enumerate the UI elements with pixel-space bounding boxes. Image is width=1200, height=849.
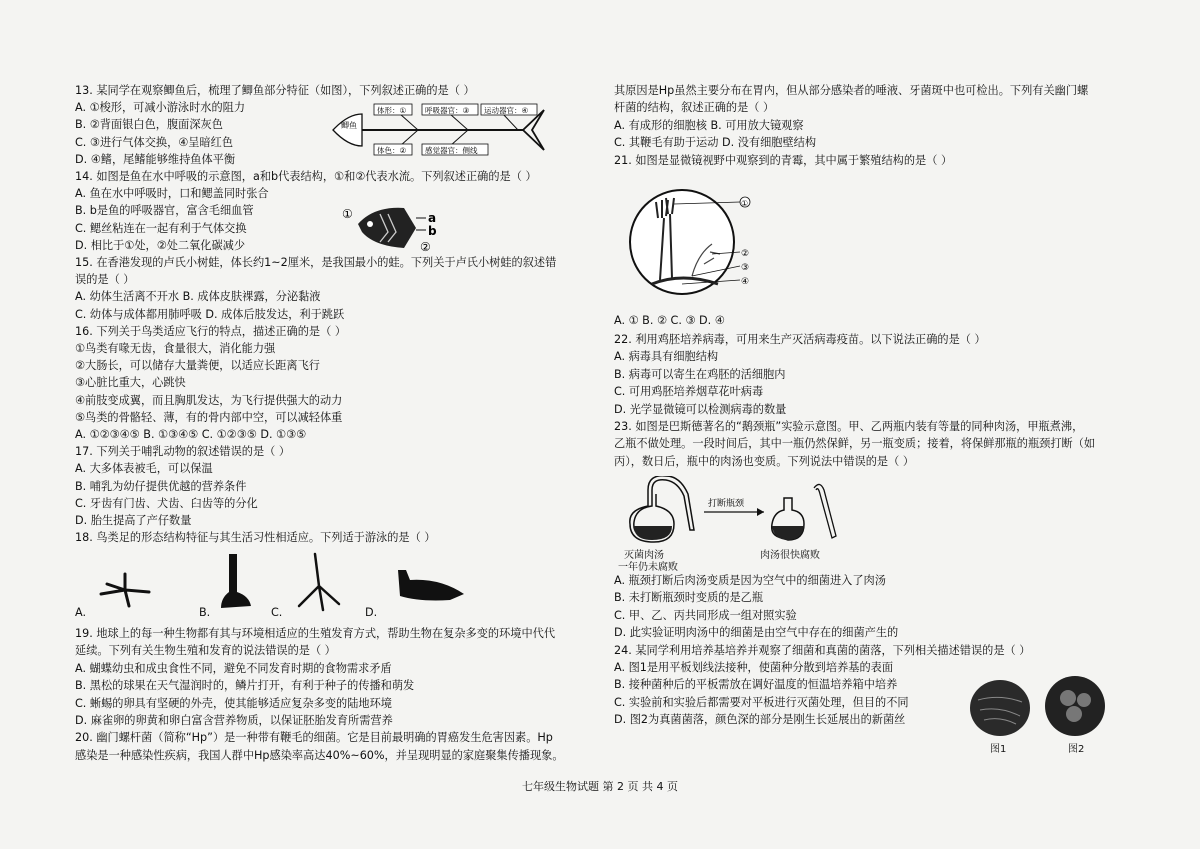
text-line: A. 图1是用平板划线法接种，使菌种分散到培养基的表面 (614, 661, 894, 674)
petri-plate-figure (970, 676, 1130, 756)
page-footer: 七年级生物试题 第 2 页 共 4 页 (522, 780, 678, 793)
q21-options: A. ① B. ② C. ③ D. ④ (614, 314, 725, 327)
text-line: C. 蜥蜴的卵具有坚硬的外壳，使其能够适应复杂多变的陆地环境 (75, 696, 392, 710)
bird-foot-a-image (95, 570, 155, 610)
penicillium-diagram (622, 184, 772, 302)
text-line: 13. 某同学在观察鲫鱼后，梳理了鲫鱼部分特征（如图），下列叙述正确的是（ ） (75, 84, 475, 97)
flask-arrow-label: 打断瓶颈 (708, 499, 745, 509)
text-line: ③心脏比重大，心跳快 (75, 376, 186, 390)
text-line: A. 鱼在水中呼吸时，口和鳃盖同时张合 (75, 187, 269, 201)
text-line: C. 可用鸡胚培养烟草花叶病毒 (614, 385, 764, 399)
text-line: ②大肠长，可以储存大量粪便，以适应长距离飞行 (75, 359, 320, 373)
fish-body-label: 鲫鱼 (341, 121, 357, 130)
text-line: C. 实验前和实验后都需要对平板进行灭菌处理，但目的不同 (614, 695, 909, 709)
gill-label-b: b (428, 224, 437, 238)
bird-feet-figure (75, 550, 595, 620)
fish-box-shape: 体形：① (377, 106, 407, 115)
plate-caption-1: 图1 (990, 744, 1007, 755)
text-line: C. 甲、乙、丙共同形成一组对照实验 (614, 608, 797, 622)
flask-caption-1a: 灭菌肉汤 (624, 550, 664, 561)
text-line: ④前肢变成翼，而且胸肌发达，为飞行提供强大的动力 (75, 393, 343, 407)
text-line: A. 有成形的细胞核 B. 可用放大镜观察 (614, 118, 804, 132)
text-line: D. 光学显微镜可以检测病毒的数量 (614, 402, 787, 416)
text-line: C. ③进行气体交换，④呈暗红色 (75, 135, 234, 149)
q18-option-b: B. (199, 606, 211, 619)
q18-option-a: A. (75, 606, 87, 619)
text-line: 16. 下列关于鸟类适应飞行的特点，描述正确的是（ ） (75, 324, 347, 338)
penicillium-label-3: ③ (741, 263, 750, 273)
text-line: 24. 某同学利用培养基培养并观察了细菌和真菌的菌落，下列相关描述错误的是（ ） (614, 643, 1031, 657)
text-line: 23. 如图是巴斯德著名的“鹅颈瓶”实验示意图。甲、乙两瓶内装有等量的同种肉汤，甲瓶煮沸， (614, 420, 1084, 433)
text-line: 乙瓶不做处理。一段时间后，其中一瓶仍然保鲜，另一瓶变质；接着，将保鲜那瓶的瓶颈打断（如 (614, 437, 1096, 451)
bird-foot-d-image (390, 566, 470, 606)
gill-label-1: ① (342, 207, 353, 221)
text-line: 延续。下列有关生物生殖和发育的说法错误的是（ ） (75, 644, 336, 658)
bird-foot-c-image (293, 552, 343, 612)
plate-caption-2: 图2 (1068, 744, 1085, 755)
fish-gill-diagram (340, 202, 450, 254)
text-line: 感染是一种感染性疾病，我国人群中Hp感染率高达40%~60%，并呈现明显的家庭聚集传播现象。 (75, 748, 564, 762)
text-line: B. 未打断瓶颈时变质的是乙瓶 (614, 591, 764, 605)
penicillium-label-4: ④ (741, 277, 750, 287)
petri-plates-drawing (970, 676, 1130, 738)
text-line: 误的是（ ） (75, 273, 135, 287)
fish-box-color: 体色：② (377, 146, 407, 155)
text-line: D. 此实验证明肉汤中的细菌是由空气中存在的细菌产生的 (614, 626, 899, 640)
text-line: A. ①②③④⑤ B. ①③④⑤ C. ①②③⑤ D. ①③⑤ (75, 428, 307, 441)
text-line: ⑤鸟类的骨骼轻、薄，有的骨内部中空，可以减轻体重 (75, 410, 343, 424)
text-line: 19. 地球上的每一种生物都有其与环境相适应的生殖发育方式，帮助生物在复杂多变的环境中代代 (75, 627, 556, 640)
text-line: B. ②背面银白色，腹面深灰色 (75, 118, 223, 132)
q18-option-c: C. (271, 606, 283, 619)
text-line: D. 相比于①处，②处二氧化碳减少 (75, 238, 246, 252)
text-line: 15. 在香港发现的卢氏小树蛙，体长约1~2厘米，是我国最小的蛙。下列关于卢氏小树蛙的叙述错 (75, 256, 557, 269)
text-line: A. 大多体表被毛，可以保温 (75, 462, 213, 476)
text-line: D. 图2为真菌菌落，颜色深的部分是刚生长延展出的新菌丝 (614, 713, 906, 727)
text-line: A. 幼体生活离不开水 B. 成体皮肤裸露，分泌黏液 (75, 290, 321, 304)
text-line: A. 蝴蝶幼虫和成虫食性不同，避免不同发育时期的食物需求矛盾 (75, 661, 392, 675)
text-line: C. 牙齿有门齿、犬齿、臼齿等的分化 (75, 496, 258, 510)
text-line: C. 鳃丝粘连在一起有利于气体交换 (75, 221, 247, 235)
text-line: B. 黑松的球果在天气湿润时的，鳞片打开，有利于种子的传播和萌发 (75, 679, 415, 693)
text-line: 22. 利用鸡胚培养病毒，可用来生产灭活病毒疫苗。以下说法正确的是（ ） (614, 333, 986, 346)
text-line: ①鸟类有喙无齿，食量很大，消化能力强 (75, 342, 276, 355)
text-line: C. 幼体与成体都用肺呼吸 D. 成体后肢发达，利于跳跃 (75, 307, 345, 321)
text-line: C. 其鞭毛有助于运动 D. 没有细胞壁结构 (614, 136, 817, 150)
fish-box-motion: 运动器官：④ (484, 106, 529, 115)
text-line: D. 麻雀卵的卵黄和卵白富含营养物质，以保证胚胎发育所需营养 (75, 714, 393, 727)
text-line: B. 哺乳为幼仔提供优越的营养条件 (75, 479, 247, 493)
gill-label-2: ② (420, 240, 431, 254)
text-line: 20. 幽门螺杆菌（简称“Hp”）是一种带有鞭毛的细菌。它是目前最明确的胃癌发生危害因素。Hp (75, 731, 553, 745)
text-line: 其原因是Hp虽然主要分布在胃内，但从部分感染者的唾液、牙菌斑中也可检出。下列有关幽门螺 (614, 84, 1089, 97)
penicillium-label-1: ① (741, 199, 749, 208)
swan-neck-flask-figure (618, 476, 884, 573)
text-line: A. ①梭形，可减小游泳时水的阻力 (75, 101, 246, 115)
text-line: B. b是鱼的呼吸器官，富含毛细血管 (75, 204, 254, 218)
text-line: B. 病毒可以寄生在鸡胚的活细胞内 (614, 367, 786, 381)
text-line: A. 瓶颈打断后肉汤变质是因为空气中的细菌进入了肉汤 (614, 574, 886, 587)
fish-feature-diagram (318, 100, 548, 160)
q18-option-d: D. (365, 606, 378, 619)
text-line: 17. 下列关于哺乳动物的叙述错误的是（ ） (75, 445, 291, 459)
text-line: A. 病毒具有细胞结构 (614, 350, 719, 364)
flask-caption-2: 肉汤很快腐败 (760, 550, 820, 561)
fish-box-sense: 感觉器官：侧线 (425, 146, 478, 155)
penicillium-label-2: ② (741, 249, 750, 259)
text-line: 18. 鸟类足的形态结构特征与其生活习性相适应。下列适于游泳的是（ ） (75, 531, 436, 545)
text-line: 21. 如图是显微镜视野中观察到的青霉，其中属于繁殖结构的是（ ） (614, 153, 953, 167)
text-line: 14. 如图是鱼在水中呼吸的示意图，a和b代表结构，①和②代表水流。下列叙述正确的是（ ） (75, 170, 537, 183)
text-line: 丙），数日后，瓶中的肉汤也变质。下列说法中错误的是（ ） (614, 454, 915, 468)
text-line: D. 胎生提高了产仔数量 (75, 514, 192, 527)
bird-foot-b-image (215, 552, 255, 612)
text-line: 杆菌的结构，叙述正确的是（ ） (614, 101, 775, 115)
gill-label-a: a (428, 211, 437, 225)
text-line: B. 接种菌种后的平板需放在调好温度的恒温培养箱中培养 (614, 678, 898, 692)
text-line: D. ④鳍，尾鳍能够维持鱼体平衡 (75, 152, 236, 166)
flask-drawing (624, 476, 884, 546)
fish-box-breath: 呼吸器官：③ (425, 106, 470, 115)
flask-caption-1b: 一年仍未腐败 (618, 562, 678, 573)
